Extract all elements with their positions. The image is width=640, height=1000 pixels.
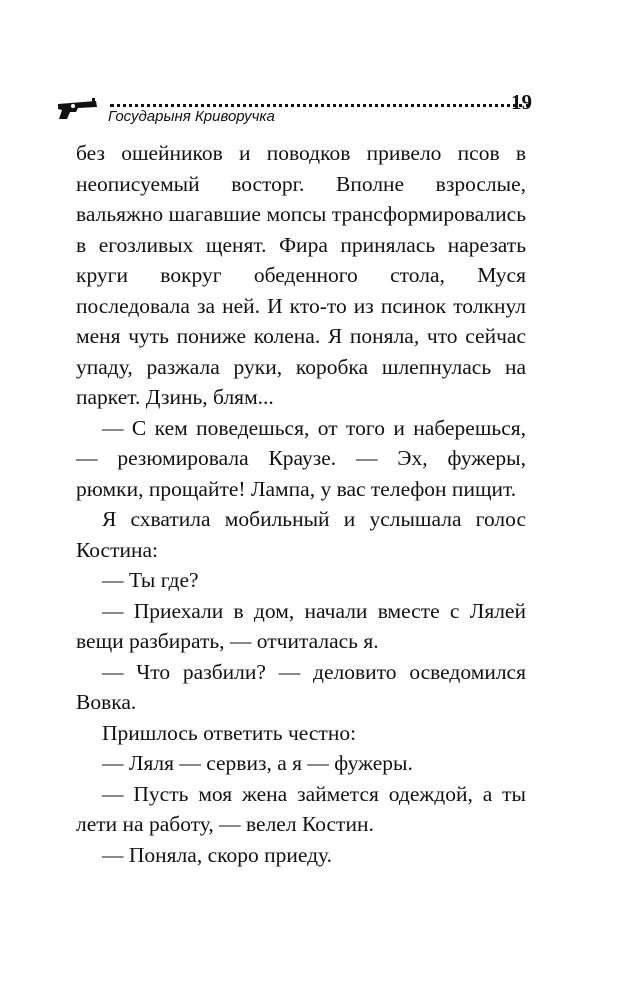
page-number: 19	[511, 90, 532, 114]
running-title: Государыня Криворучка	[108, 108, 275, 125]
paragraph-8: — Ляля — сервиз, а я — фужеры.	[102, 751, 413, 775]
revolver-icon	[56, 96, 100, 120]
body-text	[76, 138, 526, 870]
paragraph-7: Пришлось ответить честно:	[102, 720, 357, 745]
page-header	[56, 92, 532, 132]
paragraph-1: без ошейников и поводков привело псов в неописуемый восторг. Вполне взрослые, вальяжно шагавшие мопсы трансформировались в егозливых щенят. Фира принялась нарезать круги вокруг обеденного стола, Муся последовала за ней. И кто-то из псинок толкнул меня чуть пониже колена. Я поняла, что сейчас упаду, разжала руки, коробка шлепнулась на паркет. Дзинь, блям...	[76, 141, 526, 409]
paragraph-4: — Ты где?	[102, 568, 199, 592]
paragraph-10: — Поняла, скоро приеду.	[102, 842, 333, 867]
paragraph-5: — Приехали в дом, начали вместе с Лялей вещи разбирать, — отчиталась я.	[76, 598, 526, 653]
paragraph-3: Я схватила мобильный и услышала голос Костина:	[76, 507, 526, 562]
paragraph-2: — С кем поведешься, от того и наберешься, — резюмировала Краузе. — Эх, фужеры, рюмки, прощайте! Лампа, у вас телефон пищит.	[76, 415, 526, 501]
paragraph-9: — Пусть моя жена займется одеждой, а ты лети на работу, — велел Костин.	[76, 781, 526, 836]
paragraph-6: — Что разбили? — деловито осведомился Вовка.	[76, 659, 526, 714]
header-dotted-rule	[110, 92, 530, 107]
